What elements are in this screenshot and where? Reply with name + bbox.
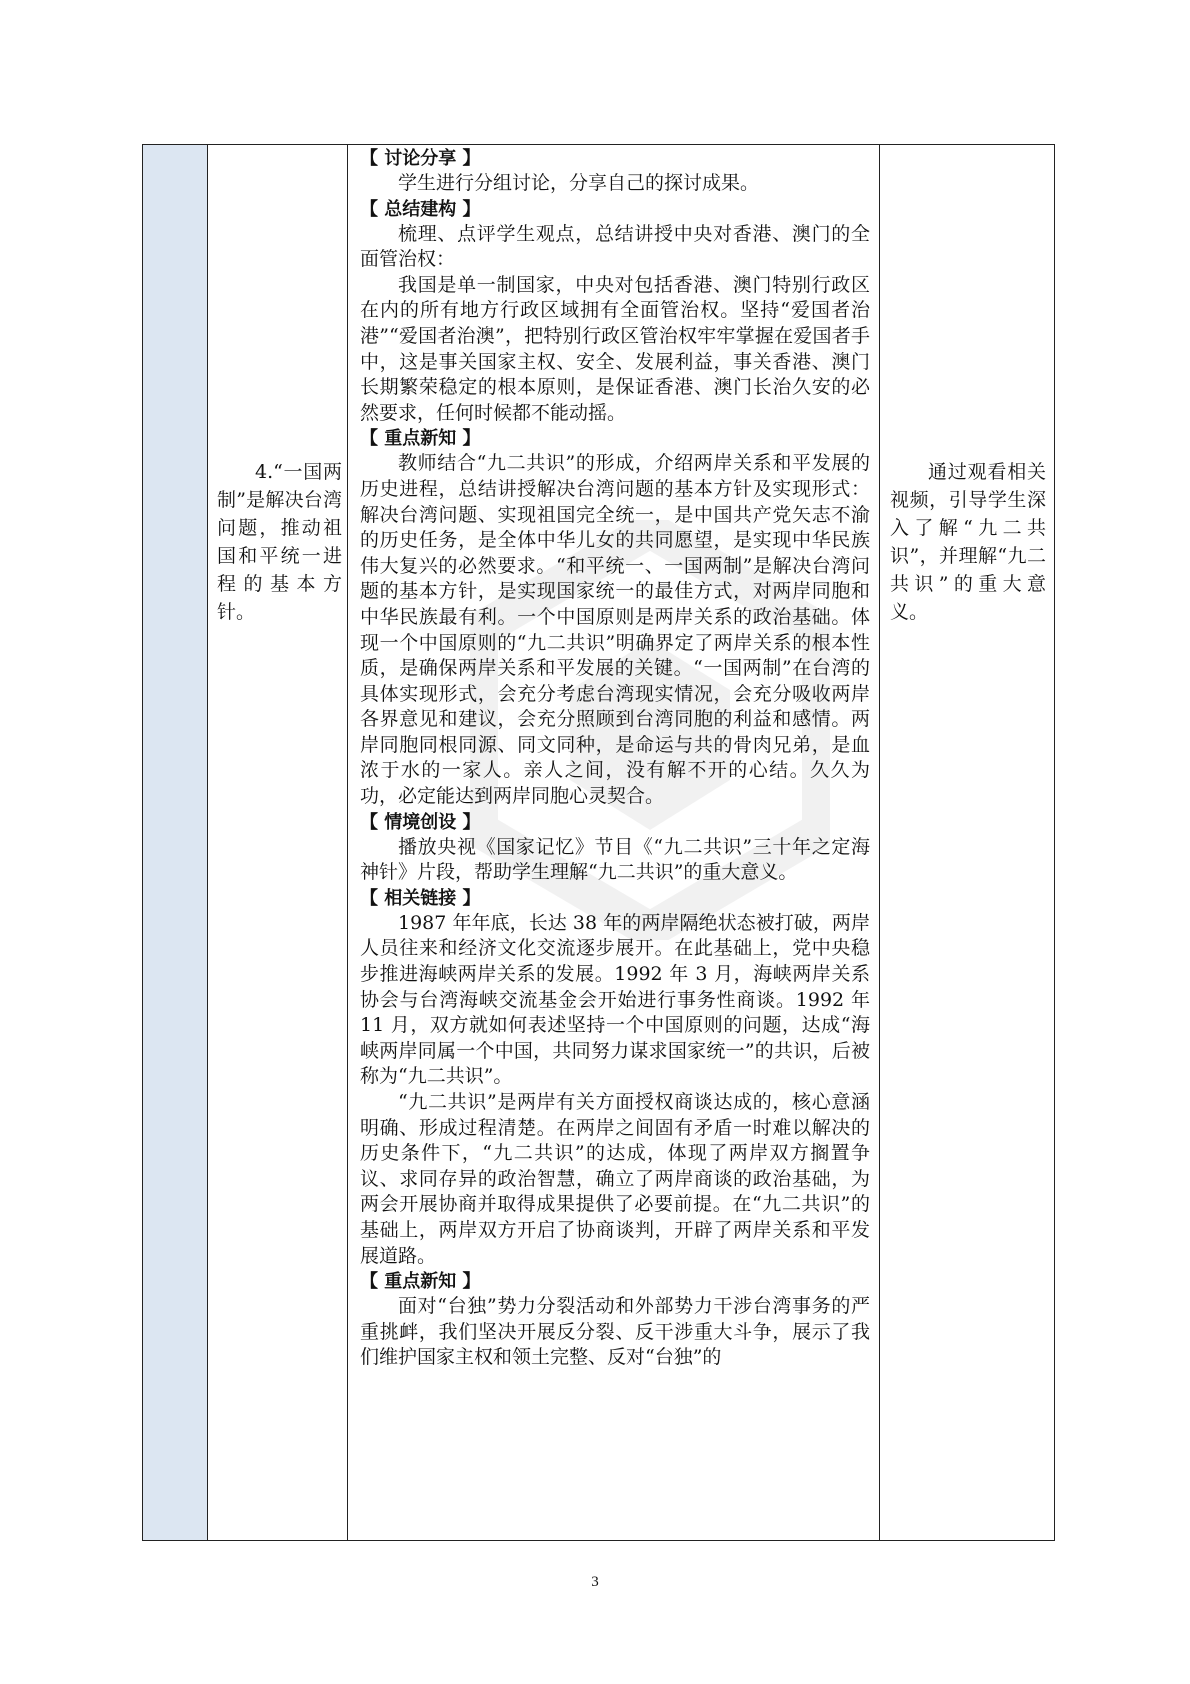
section-paragraph: 我国是单一制国家，中央对包括香港、澳门特别行政区在内的所有地方行政区域拥有全面管治权。坚持“爱国者治港”“爱国者治澳”，把特别行政区管治权牢牢掌握在爱国者手中，这是事关国家主权、安全、发展利益，事关香港、澳门长期繁荣稳定的根本原则，是保证香港、澳门长治久安的必然要求，任何时候都不能动摇。	[360, 273, 870, 424]
section-paragraph: 面对“台独”势力分裂活动和外部势力干涉台湾事务的严重挑衅，我们坚决开展反分裂、反干涉重大斗争，展示了我们维护国家主权和领土完整、反对“台独”的	[360, 1295, 870, 1369]
section-paragraph: “九二共识”是两岸有关方面授权商谈达成的，核心意涵明确、形成过程清楚。在两岸之间固有矛盾一时难以解决的历史条件下，“九二共识”的达成，体现了两岸双方搁置争议、求同存异的政治智慧，确立了两岸商谈的政治基础，为两会开展协商并取得成果提供了必要前提。在“九二共识”的基础上，两岸双方开启了协商谈判，开辟了两岸关系和平发展道路。	[360, 1091, 870, 1267]
purpose-column	[880, 145, 1055, 1541]
lesson-table	[142, 144, 1055, 1541]
section-title: 【 总结建构 】	[360, 198, 481, 220]
purpose-text: 通过观看相关视频，引导学生深入了解“九二共识”，并理解“九二共识”的重大意义。	[890, 461, 1046, 623]
section-title: 【 重点新知 】	[360, 428, 481, 450]
topic-column	[208, 145, 348, 1541]
section-paragraph: 教师结合“九二共识”的形成，介绍两岸关系和平发展的历史进程，总结讲授解决台湾问题的基本方针及实现形式：解决台湾问题、实现祖国完全统一，是中国共产党矢志不渝的历史任务，是全体中华儿女的共同愿望，是实现中华民族伟大复兴的必然要求。“和平统一、一国两制”是解决台湾问题的基本方针，是实现国家统一的最佳方式，对两岸同胞和中华民族最有利。一个中国原则是两岸关系的政治基础。体现一个中国原则的“九二共识”明确界定了两岸关系的根本性质，是确保两岸关系和平发展的关键。“一国两制”在台湾的具体实现形式，会充分考虑台湾现实情况，会充分吸收两岸各界意见和建议，会充分照顾到台湾同胞的利益和感情。两岸同胞同根同源、同文同种，是命运与共的骨肉兄弟，是血浓于水的一家人。亲人之间，没有解不开的心结。久久为功，必定能达到两岸同胞心灵契合。	[360, 452, 870, 808]
section-paragraph: 1987 年年底，长达 38 年的两岸隔绝状态被打破，两岸人员往来和经济文化交流逐步展开。在此基础上，党中央稳步推进海峡两岸关系的发展。1992 年 3 月，海峡两岸关系协会与台湾海峡交流基金会开始进行事务性商谈。1992 年 11 月，双方就如何表述坚持一个中国原则的问题，达成“海峡两岸同属一个中国，共同努力谋求国家统一”的共识，后被称为“九二共识”。	[360, 911, 870, 1088]
activity-content	[348, 145, 879, 1371]
topic-text: 4.“一国两制”是解决台湾问题，推动祖国和平统一进程的基本方针。	[217, 461, 342, 623]
stage-column	[143, 145, 208, 1541]
section-title: 【 讨论分享 】	[360, 148, 481, 169]
section-title: 【 相关链接 】	[360, 887, 481, 909]
section-paragraph: 梳理、点评学生观点，总结讲授中央对香港、澳门的全面管治权：	[360, 222, 870, 271]
section-title: 【 情境创设 】	[360, 811, 481, 833]
page-number: 3	[591, 1574, 599, 1590]
section-paragraph: 播放央视《国家记忆》节目《“九二共识”三十年之定海神针》片段，帮助学生理解“九二共识”的重大意义。	[360, 835, 870, 884]
section-paragraph: 学生进行分组讨论，分享自己的探讨成果。	[398, 172, 760, 194]
activity-column	[348, 145, 880, 1541]
section-title: 【 重点新知 】	[360, 1271, 481, 1293]
table-row	[143, 145, 1055, 1541]
